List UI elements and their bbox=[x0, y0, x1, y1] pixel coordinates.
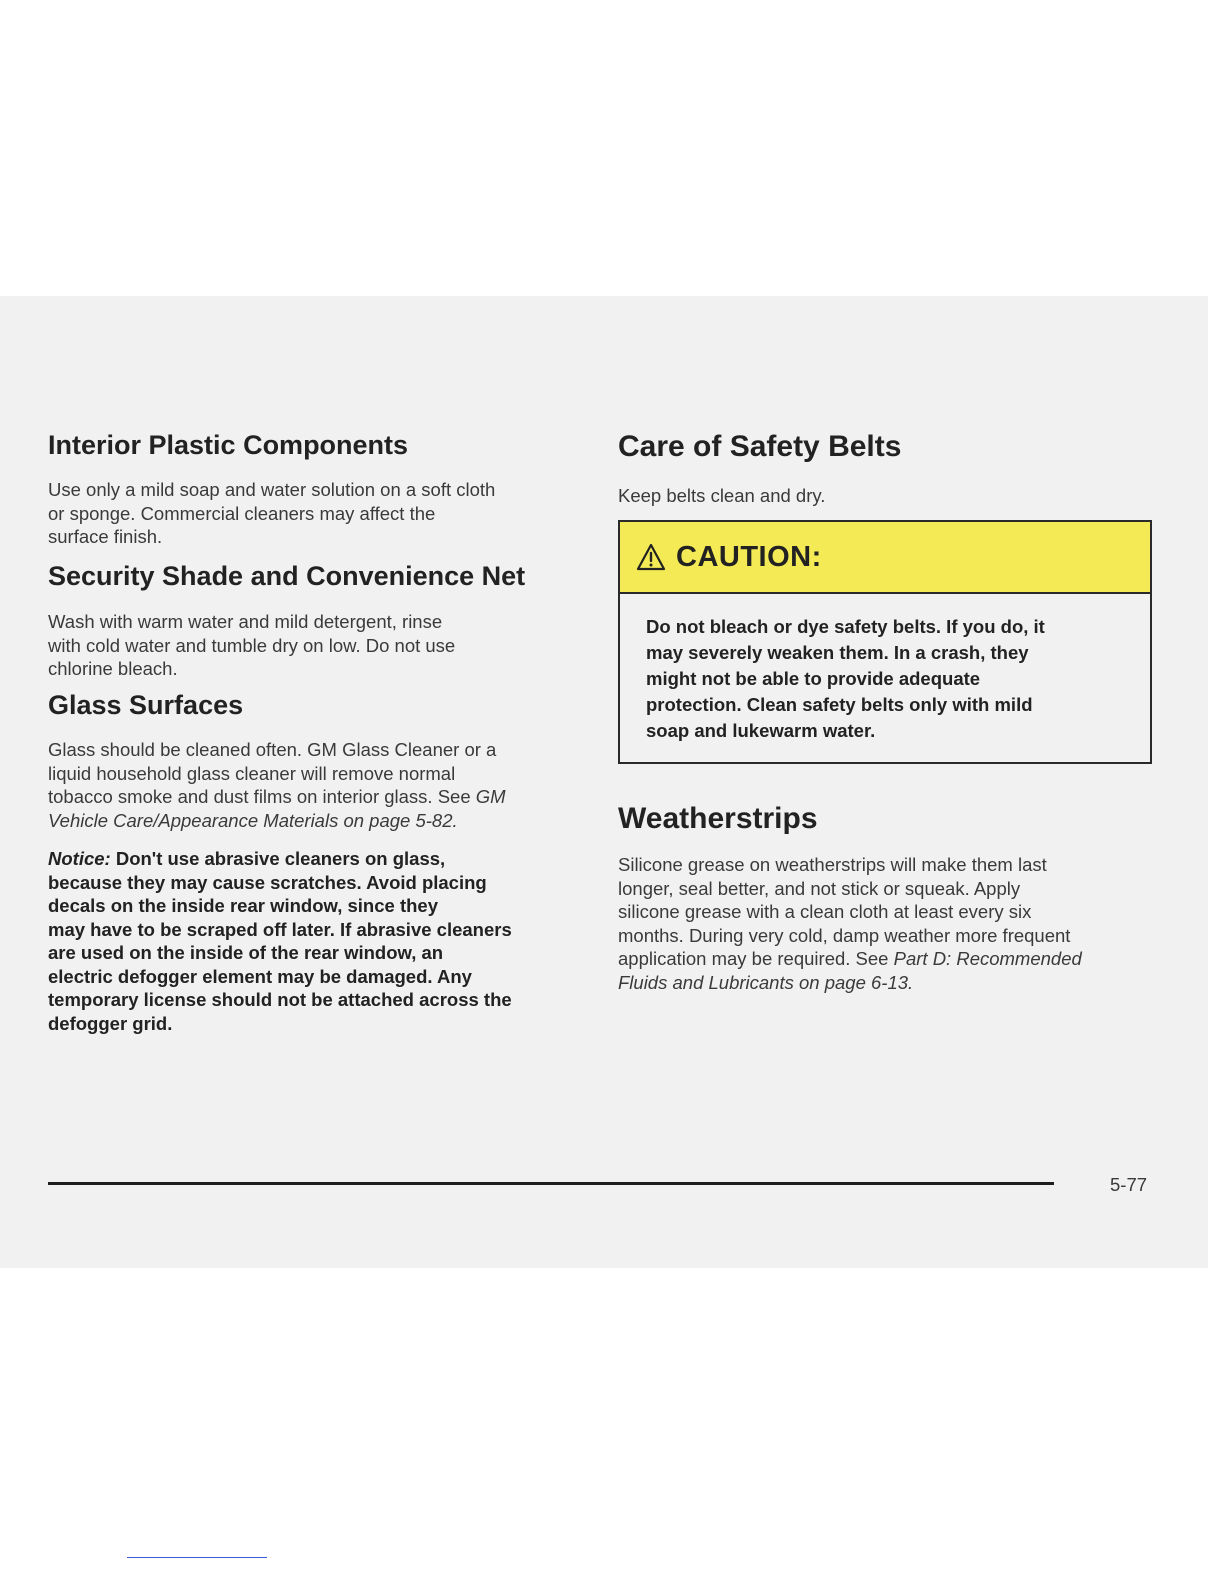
caution-text bbox=[620, 594, 1150, 744]
page-number: 5-77 bbox=[1110, 1174, 1148, 1195]
weatherstrips-line: application may be required. See bbox=[618, 948, 894, 969]
glass-surfaces-text bbox=[48, 738, 506, 832]
weatherstrips-reference-link: Fluids and Lubricants on page 6-13. bbox=[618, 971, 914, 993]
caution-line: may severely weaken them. In a crash, they bbox=[646, 642, 1029, 663]
weatherstrips-reference-link: Part D: Recommended bbox=[893, 948, 1082, 969]
manual-page bbox=[0, 296, 1208, 1268]
footer-rule bbox=[48, 1182, 1054, 1185]
security-shade-line: with cold water and tumble dry on low. Do not use bbox=[48, 634, 456, 656]
weatherstrips-line: months. During very cold, damp weather more frequent bbox=[618, 924, 1071, 946]
security-shade-line: chlorine bleach. bbox=[48, 658, 178, 679]
notice-line: defogger grid. bbox=[48, 1012, 173, 1034]
weatherstrips-line: Silicone grease on weatherstrips will make them last bbox=[618, 854, 1047, 875]
notice-line: may have to be scraped off later. If abrasive cleaners bbox=[48, 918, 512, 940]
glass-line: tobacco smoke and dust films on interior glass. See bbox=[48, 786, 476, 807]
weatherstrips-line: silicone grease with a clean cloth at least every six bbox=[618, 901, 1032, 922]
notice-line: are used on the inside of the rear window, an bbox=[48, 942, 444, 963]
notice-label: Notice: bbox=[48, 848, 111, 869]
notice-line: decals on the inside rear window, since they bbox=[48, 895, 438, 916]
safety-belts-text: Keep belts clean and dry. bbox=[618, 485, 826, 506]
caution-box bbox=[618, 520, 1152, 764]
interior-plastic-text bbox=[48, 478, 495, 549]
caution-line: might not be able to provide adequate bbox=[646, 668, 981, 689]
glass-line: liquid household glass cleaner will remove normal bbox=[48, 762, 456, 784]
notice-line: Don't use abrasive cleaners on glass, bbox=[110, 848, 446, 869]
interior-plastic-line: or sponge. Commercial cleaners may affect the bbox=[48, 502, 436, 524]
glass-line: Glass should be cleaned often. GM Glass Cleaner or a bbox=[48, 739, 497, 760]
glass-reference-link: GM bbox=[475, 786, 506, 807]
caution-line: soap and lukewarm water. bbox=[646, 720, 876, 741]
bottom-divider bbox=[127, 1557, 267, 1558]
glass-reference-link: Vehicle Care/Appearance Materials on page 5-82. bbox=[48, 809, 458, 831]
security-shade-text bbox=[48, 610, 455, 681]
caution-line: protection. Clean safety belts only with mild bbox=[646, 694, 1033, 715]
security-shade-line: Wash with warm water and mild detergent, rinse bbox=[48, 611, 443, 632]
notice-line: temporary license should not be attached across the bbox=[48, 989, 512, 1010]
heading-weatherstrips: Weatherstrips bbox=[618, 802, 818, 835]
caution-title: CAUTION: bbox=[676, 540, 822, 573]
caution-header bbox=[620, 522, 1150, 594]
caution-line: Do not bleach or dye safety belts. If you do, it bbox=[646, 616, 1045, 637]
weatherstrips-text bbox=[618, 853, 1082, 994]
heading-care-of-safety-belts: Care of Safety Belts bbox=[618, 430, 902, 463]
interior-plastic-line: Use only a mild soap and water solution on a soft cloth bbox=[48, 479, 496, 500]
interior-plastic-line: surface finish. bbox=[48, 526, 163, 547]
warning-triangle-icon bbox=[636, 543, 666, 571]
heading-interior-plastic: Interior Plastic Components bbox=[48, 430, 409, 460]
heading-security-shade: Security Shade and Convenience Net bbox=[48, 561, 526, 591]
weatherstrips-line: longer, seal better, and not stick or squeak. Apply bbox=[618, 877, 1021, 899]
notice-block bbox=[48, 847, 512, 1035]
heading-glass-surfaces: Glass Surfaces bbox=[48, 690, 244, 720]
notice-line: electric defogger element may be damaged. Any bbox=[48, 965, 472, 987]
notice-line: because they may cause scratches. Avoid placing bbox=[48, 871, 487, 893]
